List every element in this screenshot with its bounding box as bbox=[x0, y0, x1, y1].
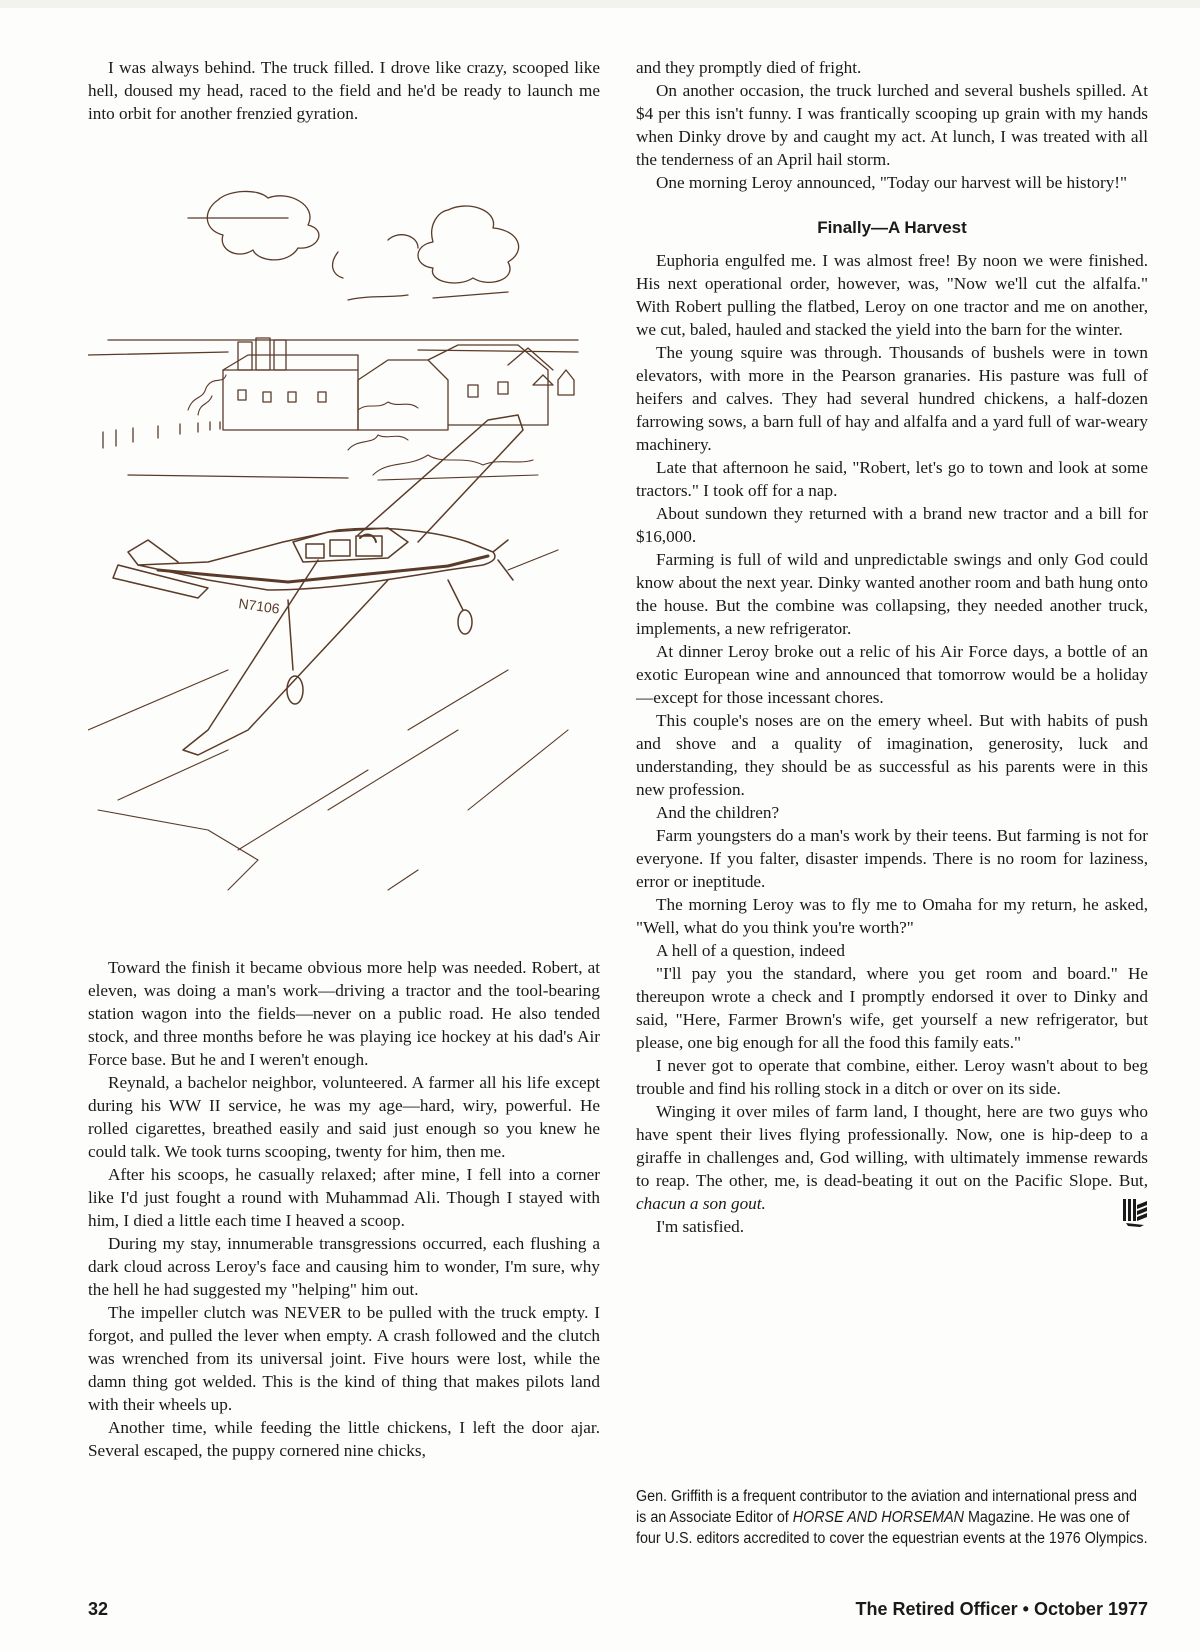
paragraph: About sundown they returned with a brand new tractor and a bill for $16,000. bbox=[636, 504, 1148, 546]
paragraph: During my stay, innumerable transgressions occurred, each flushing a dark cloud across Leroy's face and causing him to wonder, I'm sure, why the hell he had suggested my "helping" him out. bbox=[88, 1234, 600, 1299]
paragraph: On another occasion, the truck lurched and several bushels spilled. At $4 per this isn't funny. I was frantically scooping up grain with my hands when Dinky drove by and caught my act. At lunch, I was treated with all the tenderness of an April hail storm. bbox=[636, 81, 1148, 169]
closing-paragraph bbox=[636, 1100, 1148, 1215]
svg-text:N7106: N7106 bbox=[237, 595, 281, 617]
clouds bbox=[188, 191, 519, 300]
paragraph: After his scoops, he casually relaxed; after mine, I fell into a corner like I'd just fought a round with Muhammad Ali. Though I stayed with him, I died a little each time I heaved a scoop. bbox=[88, 1165, 600, 1230]
paragraph: Farming is full of wild and unpredictable swings and only God could know about the next year. Dinky wanted another room and bath hung onto the house. But the combine was collapsing, they needed another truck, implements, a new refrigerator. bbox=[636, 550, 1148, 638]
author-bio bbox=[636, 1486, 1148, 1549]
closing-italic: chacun a son gout. bbox=[636, 1194, 766, 1213]
closing-text: Winging it over miles of farm land, I thought, here are two guys who have spent their lives flying professionally. Now, one is hip-deep to a giraffe in challenges and, God willing, with ultimately immense rewards to reap. The other, me, is dead-beating it out on the Pacific Slope. But, bbox=[636, 1102, 1148, 1190]
bio-magazine-name: HORSE AND HORSEMAN bbox=[792, 1509, 964, 1526]
issue-date: October 1977 bbox=[1033, 1599, 1148, 1619]
runway-lines bbox=[88, 550, 568, 890]
right-column bbox=[636, 56, 1148, 1238]
final-line bbox=[636, 1215, 1148, 1238]
paragraph: Reynald, a bachelor neighbor, volunteered. A farmer all his life except during his WW II service, he was my age—hard, wiry, powerful. He rolled cigarettes, breathed easily and said just enough so you knew he could talk. We took turns scooping, twenty for him, then me. bbox=[88, 1073, 600, 1161]
paragraph: Toward the finish it became obvious more help was needed. Robert, at eleven, was doing a man's work—driving a tractor and the tool-bearing station wagon into the fields—never on a public road. He also tended stock, and three months before he was playing ice hockey at his dad's Air Force base. But he and I weren't enough. bbox=[88, 958, 600, 1069]
paragraph: The morning Leroy was to fly me to Omaha for my return, he asked, "Well, what do you think you're worth?" bbox=[636, 895, 1148, 937]
farm-airplane-illustration bbox=[88, 170, 608, 940]
paragraph: I never got to operate that combine, either. Leroy wasn't about to beg trouble and find his rolling stock in a ditch or over on its side. bbox=[636, 1056, 1148, 1098]
paragraph: One morning Leroy announced, "Today our harvest will be history!" bbox=[656, 173, 1128, 192]
paragraph: At dinner Leroy broke out a relic of his Air Force days, a bottle of an exotic European wine and announced that tomorrow would be a holiday—except for those incessant chores. bbox=[636, 642, 1148, 707]
left-column-bottom bbox=[88, 956, 600, 1462]
final-line-text: I'm satisfied. bbox=[656, 1217, 745, 1236]
trees bbox=[188, 375, 538, 480]
section-heading: Finally—A Harvest bbox=[817, 218, 967, 237]
bio-text: Gen. Griffith is a frequent contributor to the aviation and international press and is an Associate Editor of bbox=[636, 1488, 1138, 1526]
publication-name: The Retired Officer bbox=[855, 1599, 1018, 1619]
left-column-top bbox=[88, 56, 600, 125]
end-of-article-mark-icon bbox=[1122, 1197, 1148, 1227]
paragraph: Late that afternoon he said, "Robert, let's go to town and look at some tractors." I took off for a nap. bbox=[636, 458, 1148, 500]
airplane bbox=[113, 415, 523, 755]
bio-text-end: Magazine. He was one of four U.S. editors accredited to cover the equestrian events at the 1976 Olympics. bbox=[636, 1509, 1148, 1547]
fence bbox=[103, 422, 220, 448]
paragraph: Another time, while feeding the little chickens, I left the door ajar. Several escaped, the puppy cornered nine chicks, bbox=[88, 1418, 600, 1460]
paragraph: and they promptly died of fright. bbox=[636, 58, 862, 77]
paragraph: Farm youngsters do a man's work by their teens. But farming is not for everyone. If you falter, disaster impends. There is no room for laziness, error or ineptitude. bbox=[636, 826, 1148, 891]
page-top-edge bbox=[0, 0, 1200, 8]
paragraph: This couple's noses are on the emery wheel. But with habits of push and shove and a quality of imagination, generosity, luck and understanding, they should be as successful as his parents were in this new profession. bbox=[636, 711, 1148, 799]
paragraph: The young squire was through. Thousands of bushels were in town elevators, with more in the Pearson granaries. His pasture was full of heifers and calves. They had several hundred chickens, a half-dozen farrowing sows, a barn full of hay and alfalfa and a yard full of war-weary machinery. bbox=[636, 343, 1148, 454]
paragraph: Euphoria engulfed me. I was almost free! By noon we were finished. His next operational order, however, was, "Now we'll cut the alfalfa." With Robert pulling the flatbed, Leroy on one tractor and me on another, we cut, baled, hauled and stacked the yield into the barn for the winter. bbox=[636, 251, 1148, 339]
paragraph: A hell of a question, indeed bbox=[656, 941, 846, 960]
page-number: 32 bbox=[88, 1599, 109, 1619]
paragraph: The impeller clutch was NEVER to be pulled with the truck empty. I forgot, and pulled the lever when empty. A crash followed and the clutch was wrenched from its universal joint. Five hours were lost, while the damn thing got welded. This is the kind of thing that makes pilots land with their wheels up. bbox=[88, 1303, 600, 1414]
paragraph: And the children? bbox=[656, 803, 780, 822]
paragraph: "I'll pay you the standard, where you get room and board." He thereupon wrote a check and I promptly endorsed it over to Dinky and said, "Here, Farmer Brown's wife, get yourself a new refrigerator, but please, one big enough for all the food this family eats." bbox=[636, 964, 1148, 1052]
publication-footer bbox=[856, 1599, 1148, 1620]
footer-separator: • bbox=[1022, 1599, 1029, 1619]
paragraph: I was always behind. The truck filled. I drove like crazy, scooped like hell, doused my head, raced to the field and he'd be ready to launch me into orbit for another frenzied gyration. bbox=[88, 58, 600, 123]
